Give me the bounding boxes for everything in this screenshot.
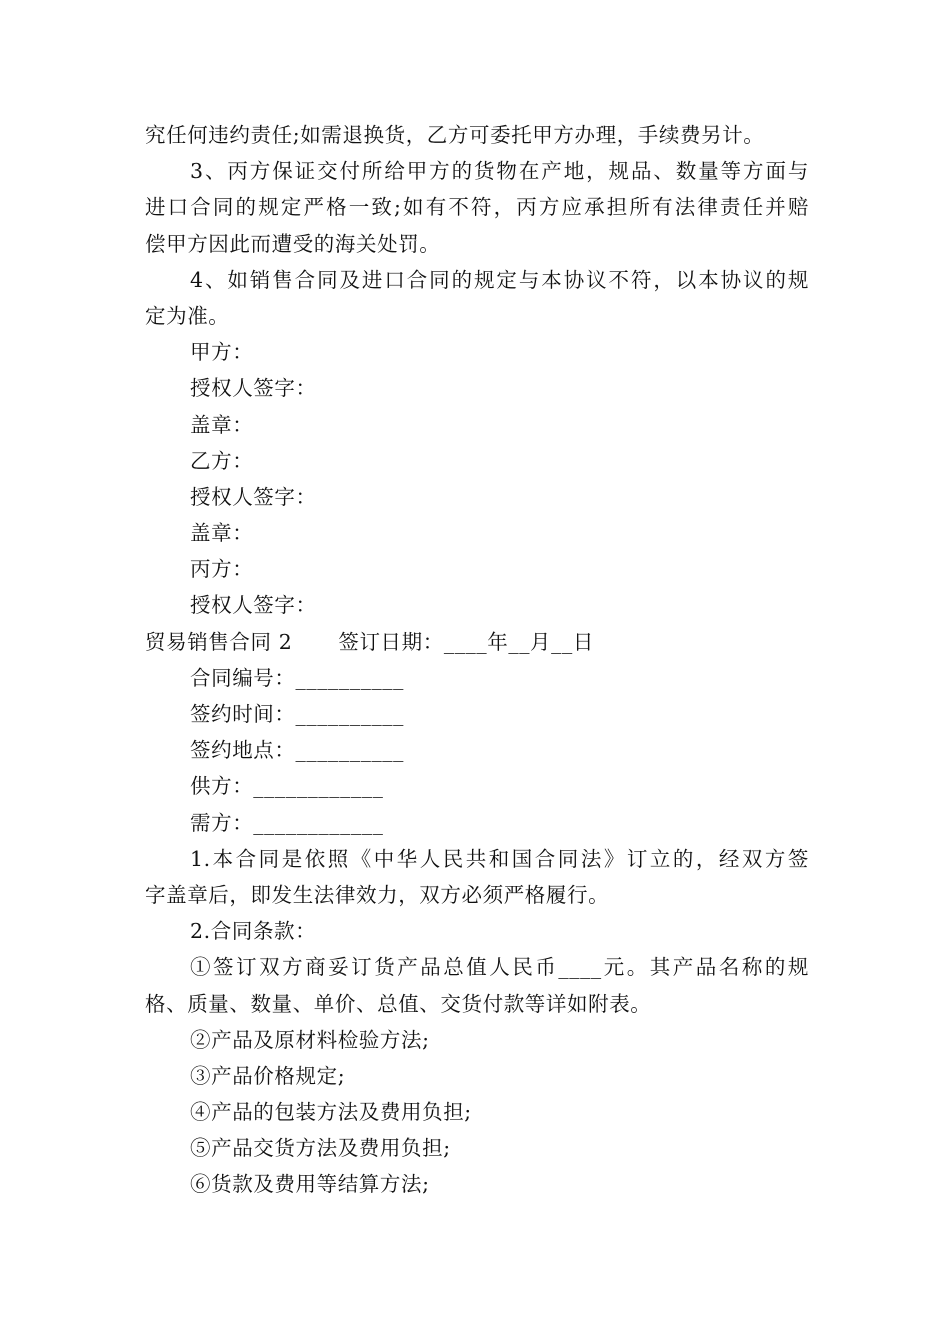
- article-2-heading: 2.合同条款：: [190, 919, 317, 944]
- signing-place-field: 签约地点：__________: [190, 738, 404, 763]
- term-3-line: ③产品价格规定;: [190, 1063, 346, 1088]
- party-a-label: 甲方：: [190, 340, 254, 365]
- contract-title: 贸易销售合同 2: [145, 629, 293, 654]
- paragraph-line: 进口合同的规定严格一致;如有不符，丙方应承担所有法律责任并赔: [145, 195, 809, 220]
- signing-date: 签订日期：____年__月__日: [338, 629, 594, 654]
- paragraph-line: 定为准。: [145, 303, 230, 328]
- term-2-line: ②产品及原材料检验方法;: [190, 1027, 430, 1052]
- paragraph-line: 究任何违约责任;如需退换货，乙方可委托甲方办理，手续费另计。: [145, 123, 765, 147]
- signature-label: 授权人签字：: [190, 593, 317, 618]
- signing-time-field: 签约时间：__________: [190, 702, 404, 726]
- buyer-field: 需方：____________: [190, 810, 384, 835]
- signature-label: 授权人签字：: [190, 376, 317, 401]
- seal-label: 盖章：: [190, 412, 254, 437]
- signature-label: 授权人签字：: [190, 484, 317, 509]
- document-body: [145, 117, 809, 1203]
- paragraph-line: 字盖章后，即发生法律效力，双方必须严格履行。: [145, 882, 610, 907]
- party-b-label: 乙方：: [190, 448, 254, 473]
- seal-label: 盖章：: [190, 521, 254, 546]
- clause-4-line: 4、如销售合同及进口合同的规定与本协议不符，以本协议的规: [190, 267, 809, 292]
- contract-number-field: 合同编号：__________: [190, 665, 404, 690]
- term-5-line: ⑤产品交货方法及费用负担;: [190, 1136, 451, 1161]
- term-1-line: ①签订双方商妥订货产品总值人民币____元。其产品名称的规: [190, 955, 809, 980]
- contract-title-line: [145, 624, 809, 660]
- term-6-line: ⑥货款及费用等结算方法;: [190, 1172, 430, 1197]
- paragraph-line: 偿甲方因此而遭受的海关处罚。: [145, 231, 441, 256]
- term-4-line: ④产品的包装方法及费用负担;: [190, 1100, 472, 1125]
- article-1-line: 1.本合同是依照《中华人民共和国合同法》订立的，经双方签: [190, 846, 809, 871]
- party-c-label: 丙方：: [190, 557, 254, 582]
- clause-3-line: 3、丙方保证交付所给甲方的货物在产地，规品、数量等方面与: [190, 159, 809, 184]
- supplier-field: 供方：____________: [190, 774, 384, 799]
- paragraph-line: 格、质量、数量、单价、总值、交货付款等详如附表。: [145, 991, 652, 1016]
